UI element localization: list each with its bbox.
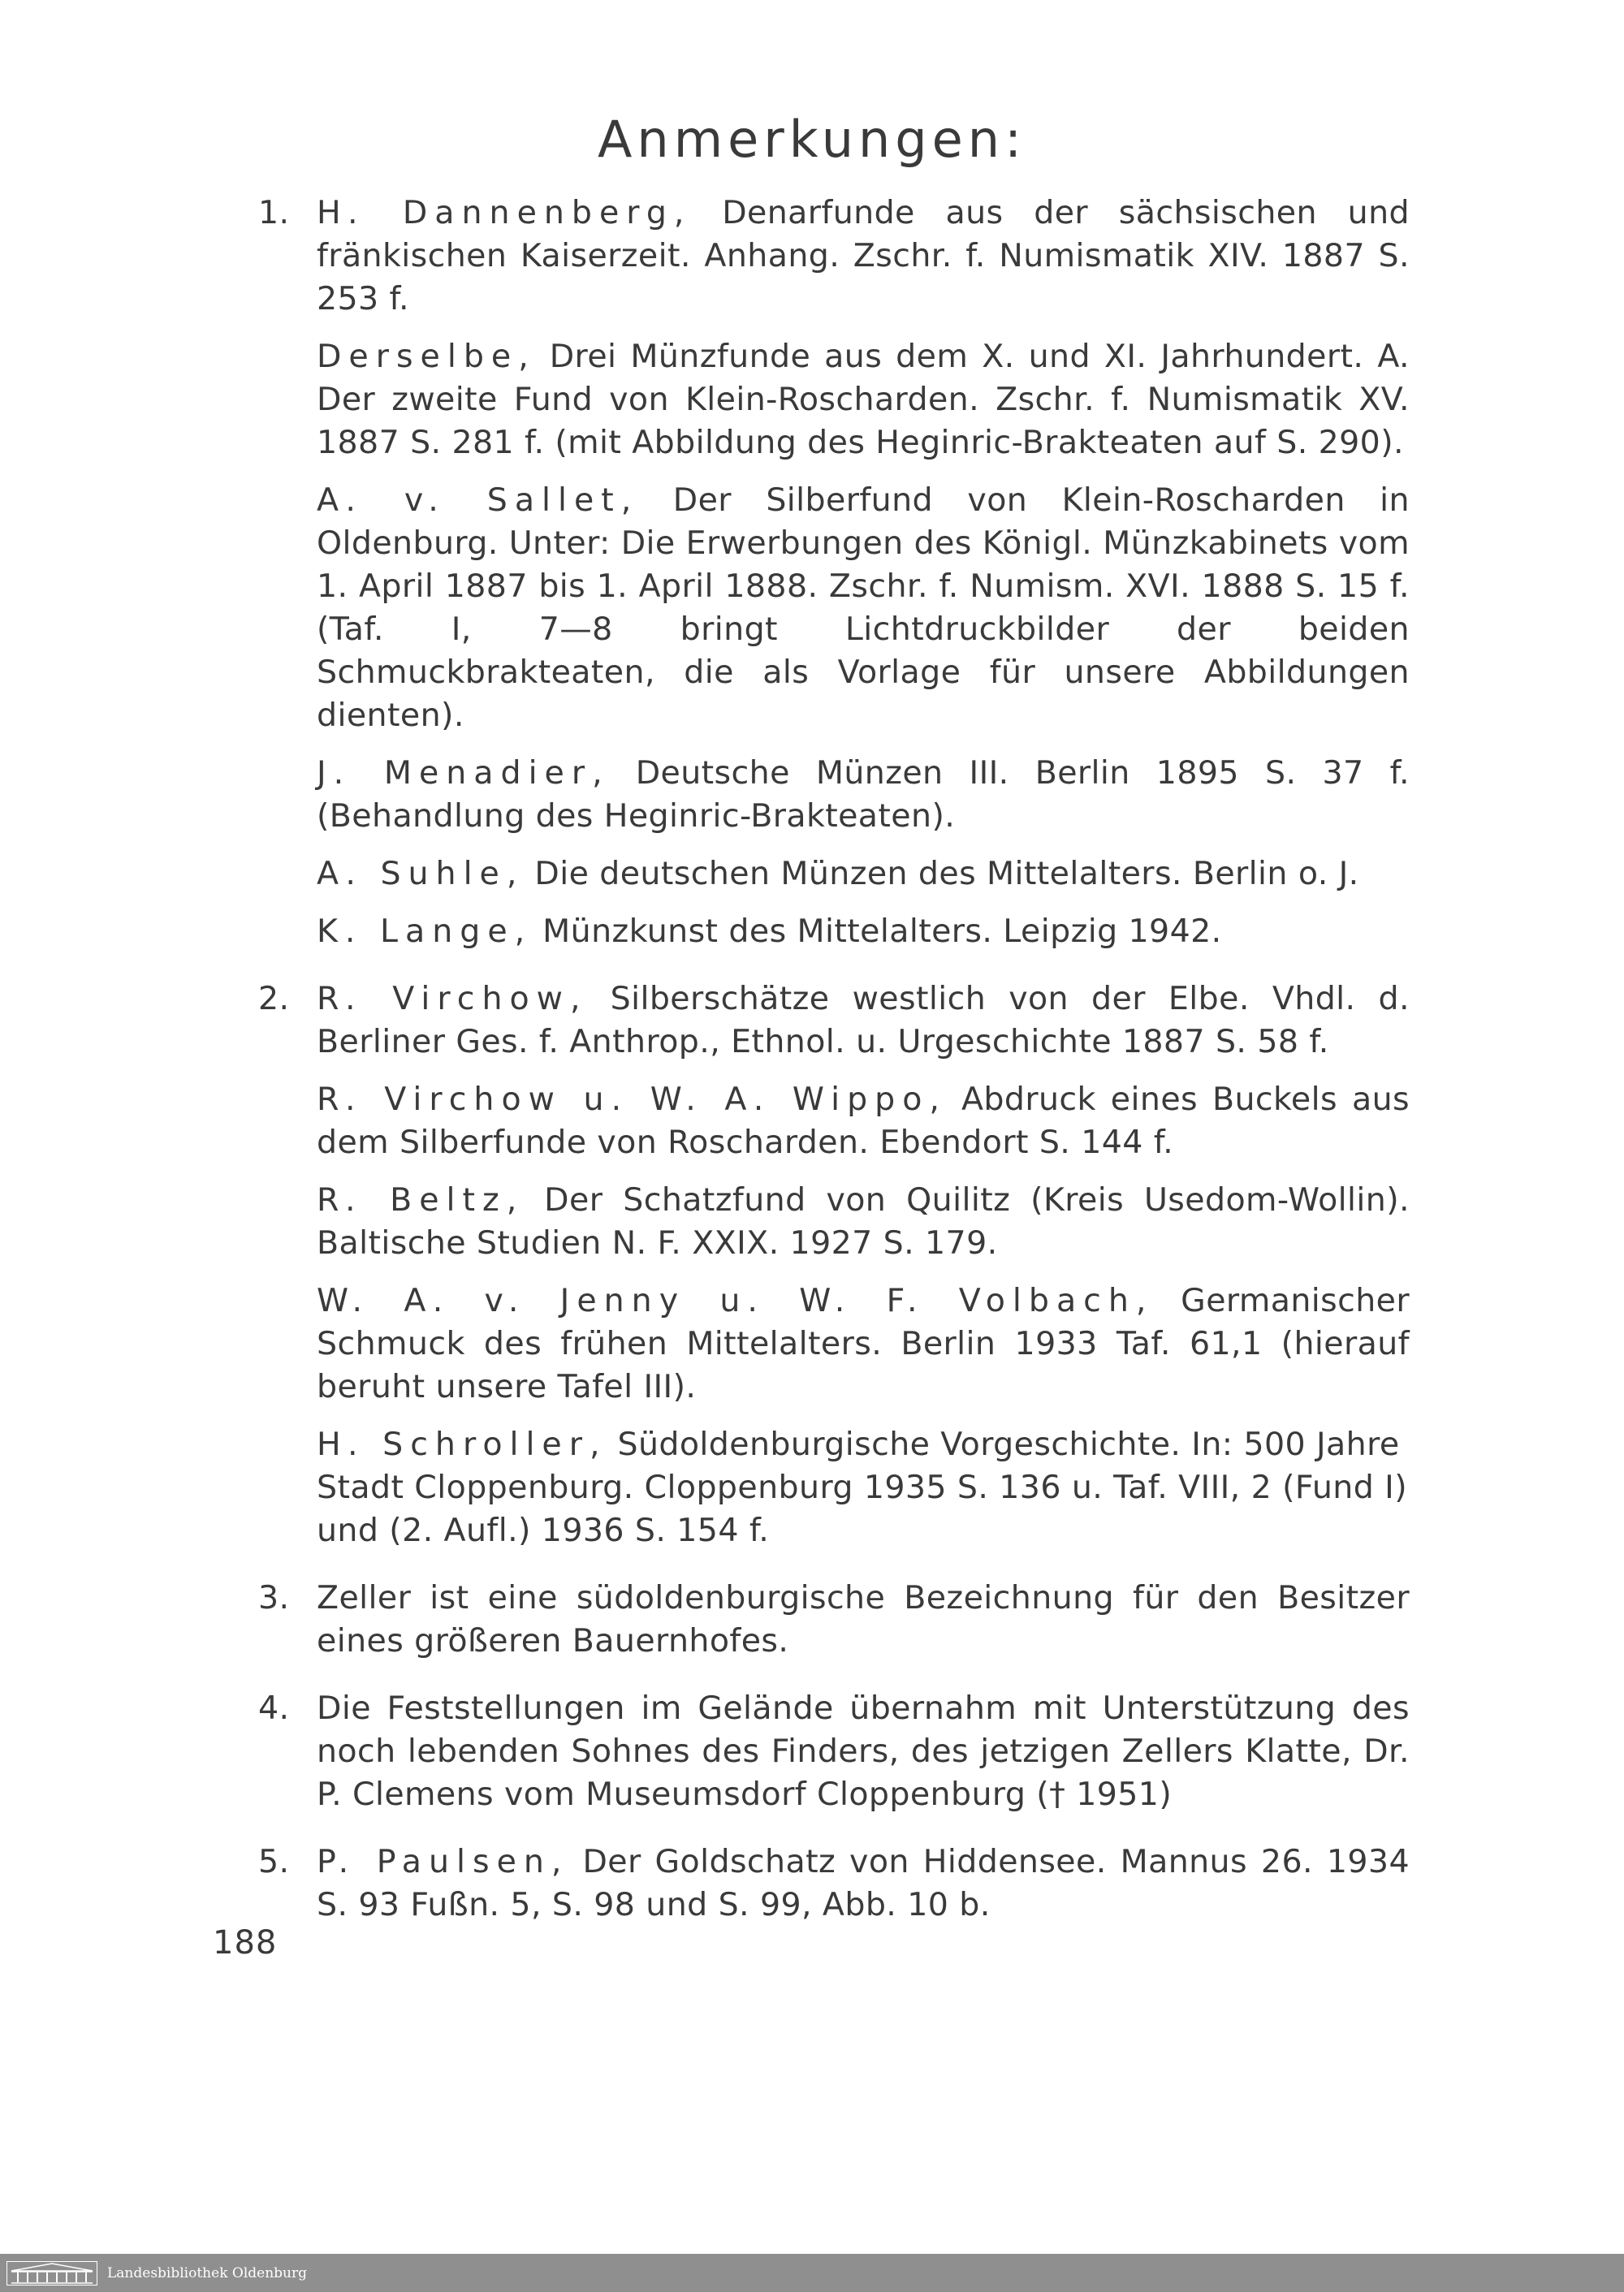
author-name: P. Paulsen, [317,1843,569,1880]
note-paragraph [317,910,1410,953]
author-name: J. Menadier, [317,754,610,792]
author-name: A. Suhle, [317,855,525,892]
note-paragraph [317,1280,1410,1409]
note-paragraph [317,479,1410,737]
footer-bar [0,2254,1624,2292]
note-paragraph [317,1078,1410,1164]
reference-text: Drei Münzfunde aus dem X. und XI. Jahrhundert. A. Der zweite Fund von Klein-Roscharden. Zschr. f. Numismatik XV. 1887 S. 281 f. (mit Abbildung des Heginric-Brakteaten auf S. 290). [317,338,1410,461]
author-name: H. Dannenberg, [317,194,692,231]
page-heading: Anmerkungen: [597,110,1026,169]
note-paragraph [317,335,1410,464]
note-paragraph [317,852,1410,896]
reference-text: Die Feststellungen im Gelände übernahm mit Unterstützung des noch lebenden Sohnes des Finders, des jetzigen Zellers Klatte, Dr. P. Clemens vom Museumsdorf Cloppenburg († 1951) [317,1690,1410,1813]
note-number: 2. [258,980,290,1017]
reference-text: Der Goldschatz von Hiddensee. Mannus 26. 1934 S. 93 Fußn. 5, S. 98 und S. 99, Abb. 10 b. [317,1843,1410,1923]
note-2 [244,978,1410,1552]
note-3 [244,1577,1410,1663]
author-name: K. Lange, [317,913,533,950]
note-paragraph [317,192,1410,321]
reference-text: Denarfunde aus der sächsischen und fränkischen Kaiserzeit. Anhang. Zschr. f. Numismatik XIV. 1887 S. 253 f. [317,194,1410,317]
author-name: A. v. Sallet, [317,481,639,519]
note-1 [244,192,1410,953]
note-paragraph [317,1687,1410,1816]
note-5 [244,1841,1410,1927]
author-name: R. Virchow u. W. A. Wippo, [317,1081,947,1118]
note-paragraph [317,978,1410,1064]
reference-text: Abdruck eines Buckels aus dem Silberfunde von Roscharden. Ebendort S. 144 f. [317,1081,1410,1161]
author-name: Derselbe, [317,338,536,375]
note-number: 5. [258,1843,290,1880]
author-name: H. Schroller, [317,1426,607,1463]
reference-text: Der Silberfund von Klein-Roscharden in Oldenburg. Unter: Die Erwerbungen des Königl. Münzkabinets vom 1. April 1887 bis 1. April 1888. Zschr. f. Numism. XVI. 1888 S. 15 f. (Taf. I, 7—8 bringt Lichtdruckbilder der beiden Schmuckbrakteaten, die als Vorlage für unsere Abbildungen dienten). [317,481,1410,734]
library-building-icon [6,2261,97,2286]
footer-library-name: Landesbibliothek Oldenburg [107,2265,308,2281]
reference-text: Deutsche Münzen III. Berlin 1895 S. 37 f. (Behandlung des Heginric-Brakteaten). [317,754,1410,835]
reference-text: Die deutschen Münzen des Mittelalters. Berlin o. J. [524,855,1359,892]
reference-text: Zeller ist eine südoldenburgische Bezeichnung für den Besitzer eines größeren Bauernhofes. [317,1579,1410,1660]
note-paragraph [317,1179,1410,1265]
author-name: W. A. v. Jenny u. W. F. Volbach, [317,1282,1154,1319]
author-name: R. Virchow, [317,980,588,1017]
note-4 [244,1687,1410,1816]
reference-text: Der Schatzfund von Quilitz (Kreis Usedom-Wollin). Baltische Studien N. F. XXIX. 1927 S. 179. [317,1181,1410,1262]
author-name: R. Beltz, [317,1181,525,1219]
reference-text: Silberschätze westlich von der Elbe. Vhdl. d. Berliner Ges. f. Anthrop., Ethnol. u. Urgeschichte 1887 S. 58 f. [317,980,1410,1060]
note-paragraph [317,1423,1410,1552]
note-number: 1. [258,194,290,231]
page-number: 188 [213,1924,278,1962]
note-number: 3. [258,1579,290,1616]
reference-text: Germanischer Schmuck des frühen Mittelalters. Berlin 1933 Taf. 61,1 (hierauf beruht unsere Tafel III). [317,1282,1410,1405]
note-paragraph [317,1841,1410,1927]
notes-list [244,192,1410,1941]
reference-text: Südoldenburgische Vorgeschichte. In: 500 Jahre Stadt Cloppenburg. Cloppenburg 1935 S. 136 u. Taf. VIII, 2 (Fund I) und (2. Aufl.) 1936 S. 154 f. [317,1426,1408,1549]
reference-text: Münzkunst des Mittelalters. Leipzig 1942. [532,913,1222,950]
note-paragraph [317,1577,1410,1663]
note-paragraph [317,752,1410,838]
note-number: 4. [258,1690,290,1727]
